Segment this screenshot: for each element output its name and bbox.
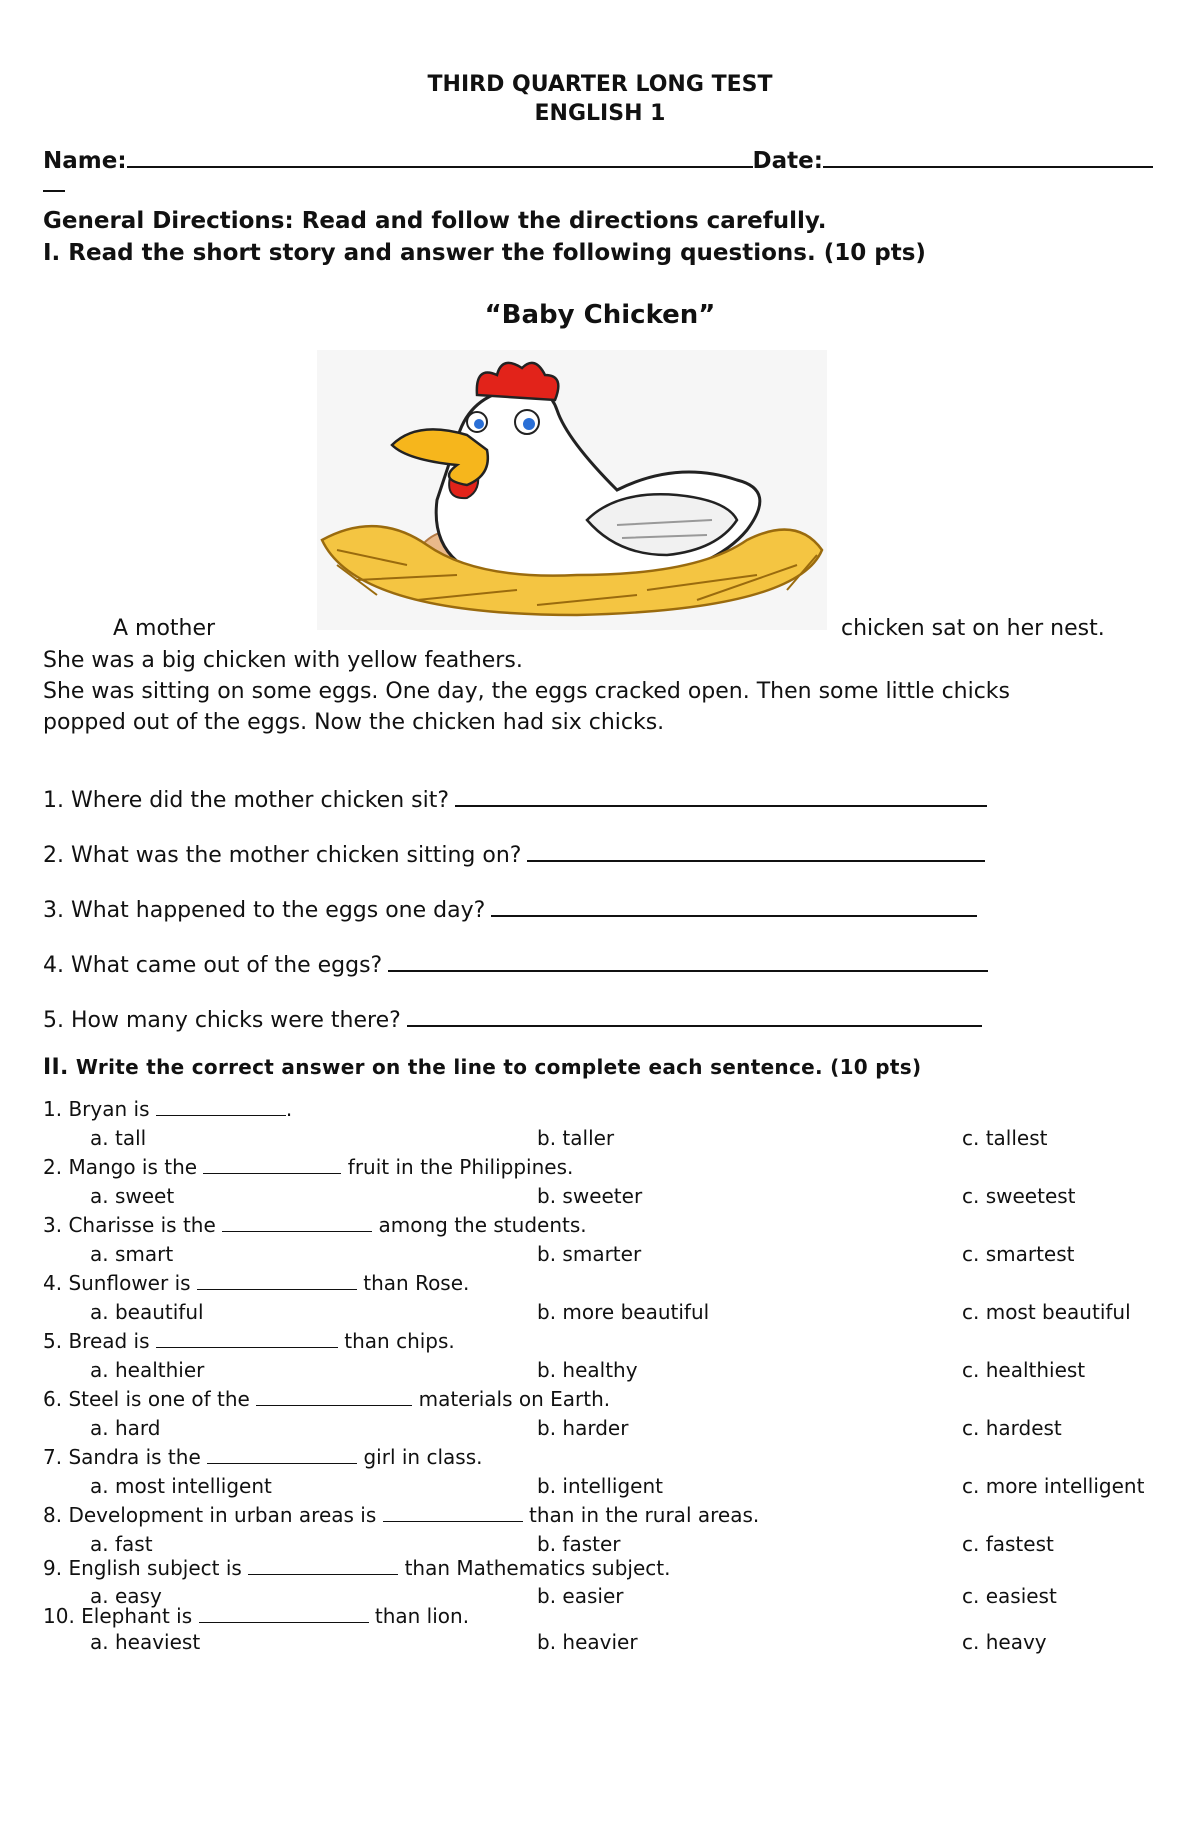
question-1: 1. Where did the mother chicken sit?: [43, 785, 987, 813]
option-7a[interactable]: a. most intelligent: [90, 1474, 272, 1498]
blank-6[interactable]: [256, 1388, 412, 1406]
blank-5[interactable]: [156, 1330, 338, 1348]
story-line4: popped out of the eggs. Now the chicken had six chicks.: [43, 710, 665, 735]
fill-item-8: 8. Development in urban areas is than in the rural areas.: [43, 1503, 760, 1527]
option-8b[interactable]: b. faster: [537, 1532, 621, 1556]
fill-item-1: 1. Bryan is .: [43, 1097, 293, 1121]
part1-directions: I. Read the short story and answer the following questions. (10 pts): [43, 240, 926, 266]
date-label: Date:: [752, 148, 823, 174]
fill-item-3: 3. Charisse is the among the students.: [43, 1213, 587, 1237]
option-8c[interactable]: c. fastest: [962, 1532, 1054, 1556]
answer-line-4[interactable]: [388, 950, 988, 972]
date-field[interactable]: [823, 148, 1153, 168]
question-3: 3. What happened to the eggs one day?: [43, 895, 977, 923]
option-6c[interactable]: c. hardest: [962, 1416, 1062, 1440]
question-5: 5. How many chicks were there?: [43, 1005, 982, 1033]
fill-item-6: 6. Steel is one of the materials on Earth.: [43, 1387, 611, 1411]
option-2c[interactable]: c. sweetest: [962, 1184, 1076, 1208]
blank-7[interactable]: [207, 1446, 357, 1464]
option-10b[interactable]: b. heavier: [537, 1630, 638, 1654]
option-3a[interactable]: a. smart: [90, 1242, 174, 1266]
option-8a[interactable]: a. fast: [90, 1532, 153, 1556]
option-7c[interactable]: c. more intelligent: [962, 1474, 1145, 1498]
part2-directions: II. Write the correct answer on the line to complete each sentence. (10 pts): [43, 1055, 922, 1080]
blank-1[interactable]: [156, 1098, 286, 1116]
option-9c[interactable]: c. easiest: [962, 1584, 1057, 1608]
option-4a[interactable]: a. beautiful: [90, 1300, 204, 1324]
story-title: “Baby Chicken”: [484, 300, 716, 330]
option-4b[interactable]: b. more beautiful: [537, 1300, 710, 1324]
test-title: THIRD QUARTER LONG TEST: [427, 72, 773, 97]
blank-9[interactable]: [248, 1557, 398, 1575]
option-9b[interactable]: b. easier: [537, 1584, 624, 1608]
fill-item-2: 2. Mango is the fruit in the Philippines.: [43, 1155, 574, 1179]
fill-item-10: 10. Elephant is than lion.: [43, 1604, 470, 1628]
option-5c[interactable]: c. healthiest: [962, 1358, 1086, 1382]
test-subject: ENGLISH 1: [534, 101, 666, 126]
option-6a[interactable]: a. hard: [90, 1416, 161, 1440]
blank-8[interactable]: [383, 1504, 523, 1522]
blank-2[interactable]: [203, 1156, 341, 1174]
blank-3[interactable]: [222, 1214, 372, 1232]
fill-item-7: 7. Sandra is the girl in class.: [43, 1445, 483, 1469]
option-10a[interactable]: a. heaviest: [90, 1630, 201, 1654]
question-2: 2. What was the mother chicken sitting on?: [43, 840, 985, 868]
name-field[interactable]: [127, 148, 753, 168]
question-4: 4. What came out of the eggs?: [43, 950, 988, 978]
option-10c[interactable]: c. heavy: [962, 1630, 1047, 1654]
name-label: Name:: [43, 148, 127, 174]
fill-item-5: 5. Bread is than chips.: [43, 1329, 455, 1353]
answer-line-5[interactable]: [407, 1005, 982, 1027]
story-line3: She was sitting on some eggs. One day, the eggs cracked open. Then some little chicks: [43, 679, 1011, 704]
option-6b[interactable]: b. harder: [537, 1416, 629, 1440]
fill-item-4: 4. Sunflower is than Rose.: [43, 1271, 470, 1295]
story-line2: She was a big chicken with yellow feathers.: [43, 648, 523, 673]
hen-on-nest-icon: [317, 350, 827, 630]
answer-line-3[interactable]: [491, 895, 977, 917]
option-4c[interactable]: c. most beautiful: [962, 1300, 1131, 1324]
answer-line-2[interactable]: [527, 840, 985, 862]
story-line1-start: A mother: [113, 616, 216, 641]
option-9a[interactable]: a. easy: [90, 1584, 162, 1608]
option-2b[interactable]: b. sweeter: [537, 1184, 643, 1208]
fill-item-9: 9. English subject is than Mathematics subject.: [43, 1556, 671, 1580]
answer-line-1[interactable]: [455, 785, 987, 807]
option-3b[interactable]: b. smarter: [537, 1242, 642, 1266]
blank-4[interactable]: [197, 1272, 357, 1290]
name-date-row: [43, 148, 1153, 174]
option-5b[interactable]: b. healthy: [537, 1358, 638, 1382]
general-directions: General Directions: Read and follow the directions carefully.: [43, 208, 827, 234]
option-2a[interactable]: a. sweet: [90, 1184, 175, 1208]
option-1a[interactable]: a. tall: [90, 1126, 147, 1150]
story-line1-end: chicken sat on her nest.: [841, 616, 1105, 641]
option-5a[interactable]: a. healthier: [90, 1358, 205, 1382]
option-3c[interactable]: c. smartest: [962, 1242, 1075, 1266]
option-1b[interactable]: b. taller: [537, 1126, 615, 1150]
option-1c[interactable]: c. tallest: [962, 1126, 1048, 1150]
blank-10[interactable]: [199, 1605, 369, 1623]
date-line-continuation: [43, 190, 65, 192]
option-7b[interactable]: b. intelligent: [537, 1474, 663, 1498]
